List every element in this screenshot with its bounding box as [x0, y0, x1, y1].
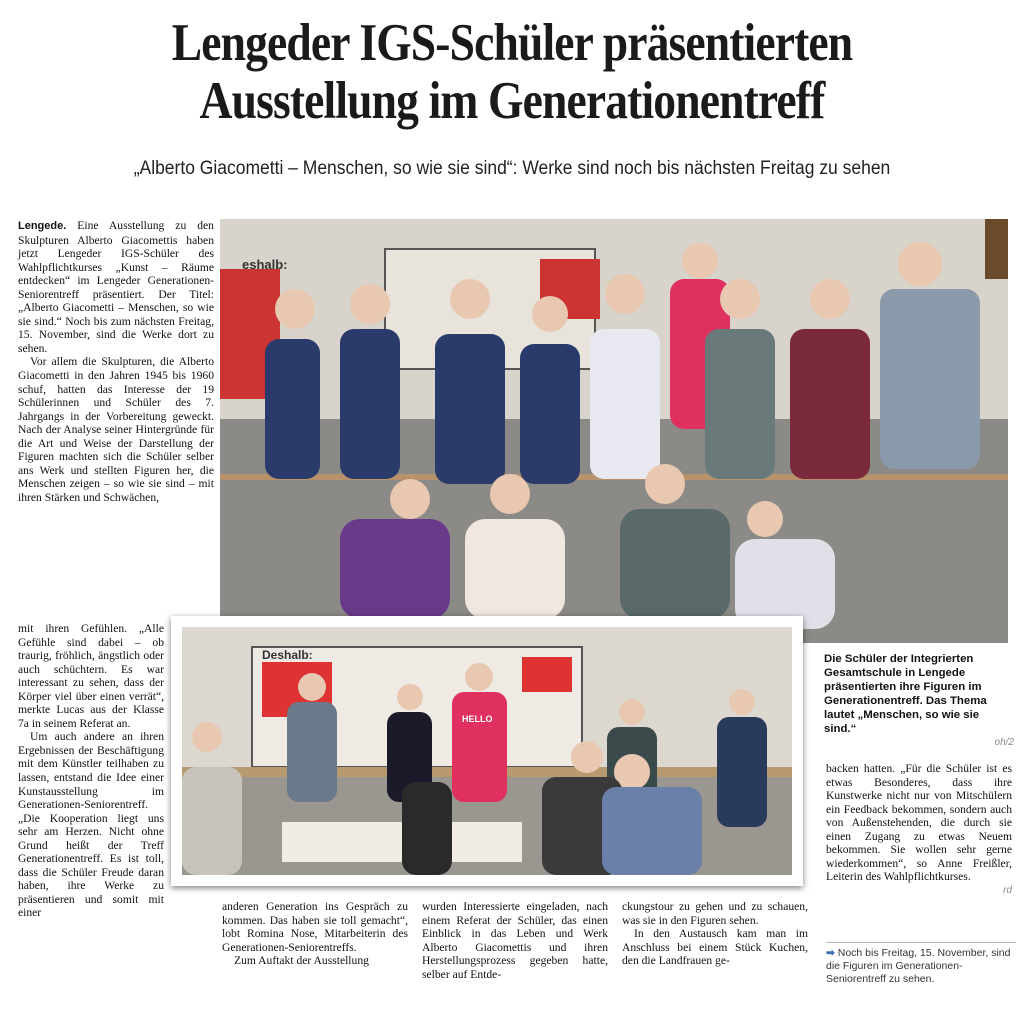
article-paragraph: Zum Auftakt der Ausstellung — [234, 954, 369, 968]
headline — [72, 14, 953, 130]
info-text: Noch bis Freitag, 15. November, sind die Figuren im Generationen-Seniorentreff zu sehen. — [826, 947, 1011, 985]
article-column-1-narrow — [18, 622, 164, 920]
dateline: Lengede. — [18, 220, 67, 232]
article-paragraph: Lengede. Eine Ausstellung zu den Skulpturen Alberto Giacomettis haben jetzt Lengeder IGS-Schüler des Wahlpflichtkurses „Kunst – Räume entdecken“ im Lengeder Generationen-Seniorentreff präsentiert. Der Titel: „Alberto Giacometti – Menschen, so wie sie sind.“ Noch bis zum nächsten Freitag, 15. November, sind die Werke dort zu sehen. — [18, 219, 214, 355]
article-paragraph: backen hatten. „Für die Schüler ist es etwas Besonderes, dass ihre Kunstwerke nicht nur von Mitschülern ein Feedback bekommen, sondern auch von Außenstehenden, die durch sie einen Zugang zu etwas Neuem bekommen. Sie wollen sehr gerne wiederkommen“, so Anne Freißler, Leiterin des Wahlpflichtkurses. — [826, 762, 1012, 884]
article-paragraph: anderen Generation ins Gespräch zu kommen. Das haben sie toll gemacht“, lobt Romina Nose, Mitarbeiterin des Generationen-Seniorentreffs. — [222, 900, 408, 954]
group-photo — [220, 219, 1008, 643]
article-paragraph: Vor allem die Skulpturen, die Alberto Giacometti in den Jahren 1945 bis 1960 schuf, hatten das Interesse der 19 Schülerinnen und Schüler des 7. Jahrgangs in der Vorbereitung geweckt. Nach der Analyse seiner Hintergründe für die Art und Weise der Darstellung der Figuren machten sich die Schüler selber ans Werk und stellten Figuren her, die Menschen zeigen – so wie sie sind – mit ihren Stärken und Schwächen, — [18, 355, 214, 504]
article-paragraph: In den Austausch kam man im Anschluss bei einem Stück Kuchen, den die Landfrauen ge- — [622, 927, 808, 968]
photo-caption — [824, 652, 1014, 750]
group-photo-illustration — [220, 219, 1008, 643]
headline-line-2: Ausstellung im Generationentreff — [199, 72, 825, 130]
article-paragraph: mit ihren Gefühlen. „Alle Gefühle sind dabei – ob traurig, fröhlich, ängstlich oder auch schüchtern. Es war interessant zu sehen, dass der Körper viel über einen verrät“, merkte Lucas aus der Klasse 7a in seinem Referat an. — [18, 622, 164, 730]
article-column-5 — [826, 762, 1012, 897]
board-text: eshalb: — [242, 257, 288, 272]
author-initials: rd — [1003, 884, 1012, 896]
shirt-text: HELLO — [462, 714, 493, 724]
headline-line-1: Lengeder IGS-Schüler präsentierten — [171, 14, 853, 72]
presentation-photo — [171, 616, 803, 886]
article-column-2 — [222, 900, 408, 968]
board-text: Deshalb: — [262, 648, 313, 662]
info-box — [826, 942, 1016, 986]
arrow-right-icon: ➡ — [826, 947, 835, 959]
article-column-1 — [18, 219, 214, 504]
presentation-photo-illustration — [182, 627, 792, 875]
subheadline: „Alberto Giacometti – Menschen, so wie sie sind“: Werke sind noch bis nächsten Freitag zu sehen — [133, 158, 891, 179]
article-column-3 — [422, 900, 608, 981]
presentation-photo-image — [182, 627, 792, 875]
article-paragraph: ckungstour zu gehen und zu schauen, was sie in den Figuren sehen. — [622, 900, 808, 927]
article-paragraph: Um auch andere an ihren Ergebnissen der Beschäftigung mit dem Künstler teilhaben zu lassen, entstand die Idee einer Kunstausstellung im Generationen-Seniorentreff. „Die Kooperation liegt uns sehr am Herzen. Nicht ohne Grund heißt der Treff Generationentreff. Es ist toll, dass die Schüler Freude daran haben, ihre Werke zu präsentieren und somit mit einer — [18, 730, 164, 920]
article-paragraph: wurden Interessierte eingeladen, nach einem Referat der Schüler, das einen Einblick in das Leben und Werk Alberto Giacomettis und ihren Herstellungsprozess gegeben hatte, selber auf Entde- — [422, 900, 608, 981]
article-column-4 — [622, 900, 808, 968]
photo-credit: oh/2 — [994, 737, 1014, 748]
caption-text: Die Schüler der Integrierten Gesamtschule in Lengede präsentierten ihre Figuren im Generationentreff. Das Thema lautet „Menschen, so wie sie sind.“ — [824, 653, 987, 735]
